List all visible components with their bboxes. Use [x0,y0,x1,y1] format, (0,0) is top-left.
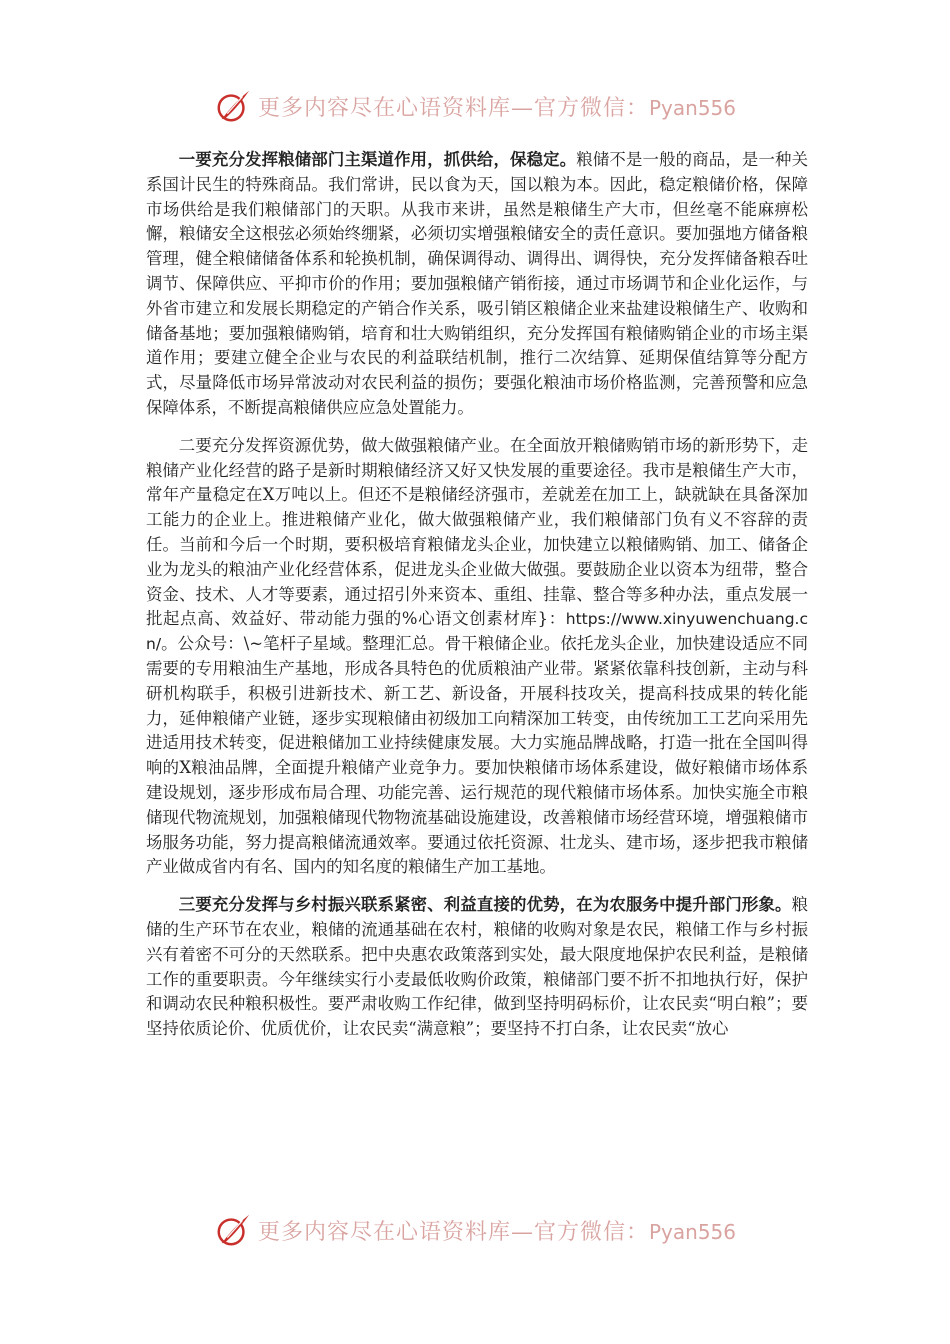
paragraph-2-link[interactable]: https://www.xinyuwenchuang.cn/ [146,610,808,654]
paragraph-2-body-after: 。公众号：\~笔杆子星域。整理汇总。骨干粮储企业。依托龙头企业，加快建设适应不同需要的专用粮油生产基地，形成各具特色的优质粮油产业带。紧紧依靠科技创新，主动与科研机构联手，积极引进新技术、新工艺、新设备，开展科技攻关，提高科技成果的转化能力，延伸粮储产业链，逐步实现粮储由初级加工向精深加工转变，由传统加工工艺向采用先进适用技术转变，促进粮储加工业持续健康发展。大力实施品牌战略，打造一批在全国叫得响的X粮油品牌，全面提升粮储产业竞争力。要加快粮储市场体系建设，做好粮储市场体系建设规划，逐步形成布局合理、功能完善、运行规范的现代粮储市场体系。加快实施全市粮储现代物流规划，加强粮储现代物物流基础设施建设，改善粮储市场经营环境，增强粮储市场服务功能，努力提高粮储流通效率。要通过依托资源、壮龙头、建市场，逐步把我市粮储产业做成省内有名、国内的知名度的粮储生产加工基地。 [146,634,808,877]
quill-logo-icon [214,87,252,125]
footer-banner-text: 更多内容尽在心语资料库—官方微信：Pyan556 [257,1219,737,1245]
paragraph-2 [146,434,808,880]
paragraph-2-body-before: 二要充分发挥资源优势，做大做强粮储产业。在全面放开粮储购销市场的新形势下，走粮储产业化经营的路子是新时期粮储经济又好又快发展的重要途径。我市是粮储生产大市，常年产量稳定在X万吨以上。但还不是粮储经济强市，差就差在加工上，缺就缺在具备深加工能力的企业上。推进粮储产业化，做大做强粮储产业，我们粮储部门负有义不容辞的责任。当前和今后一个时期，要积极培育粮储龙头企业，加快建立以粮储购销、加工、储备企业为龙头的粮油产业化经营体系，促进龙头企业做大做强。要鼓励企业以资本为纽带，整合资金、技术、人才等要素，通过招引外来资本、重组、挂靠、整合等多种办法，重点发展一批起点高、效益好、带动能力强的%心语文创素材库}： [146,435,808,629]
header-banner-text: 更多内容尽在心语资料库—官方微信：Pyan556 [257,95,737,121]
header-banner [0,84,950,128]
paragraph-1-lead: 一要充分发挥粮储部门主渠道作用，抓供给，保稳定。 [178,150,577,169]
paragraph-3-body: 粮储的生产环节在农业，粮储的流通基础在农村，粮储的收购对象是农民，粮储工作与乡村振兴有着密不可分的天然联系。把中央惠农政策落到实处，最大限度地保护农民利益，是粮储工作的重要职责。今年继续实行小麦最低收购价政策，粮储部门要不折不扣地执行好，保护和调动农民种粮积极性。要严肃收购工作纪律，做到坚持明码标价，让农民卖“明白粮”；要坚持依质论价、优质优价，让农民卖“满意粮”；要坚持不打白条，让农民卖“放心 [146,895,808,1039]
paragraph-3-lead: 三要充分发挥与乡村振兴联系紧密、利益直接的优势，在为农服务中提升部门形象。 [178,895,792,915]
footer-banner [0,1208,950,1252]
paragraph-1-body: 粮储不是一般的商品，是一种关系国计民生的特殊商品。我们常讲，民以食为天，国以粮为本。因此，稳定粮储价格，保障市场供给是我们粮储部门的天职。从我市来讲，虽然是粮储生产大市，但丝毫不能麻痹松懈，粮储安全这根弦必须始终绷紧，必须切实增强粮储安全的责任意识。要加强地方储备粮管理，健全粮储储备体系和轮换机制，确保调得动、调得出、调得快，充分发挥储备粮吞吐调节、保障供应、平抑市价的作用；要加强粮储产销衔接，通过市场调节和企业化运作，与外省市建立和发展长期稳定的产销合作关系，吸引销区粮储企业来盐建设粮储生产、收购和储备基地；要加强粮储购销，培育和壮大购销组织，充分发挥国有粮储购销企业的市场主渠道作用；要建立健全企业与农民的利益联结机制，推行二次结算、延期保值结算等分配方式，尽量降低市场异常波动对农民利益的损伤；要强化粮油市场价格监测，完善预警和应急保障体系，不断提高粮储供应应急处置能力。 [146,150,808,417]
quill-logo-icon [214,1211,252,1249]
footer-wechat-id: Pyan556 [649,1219,737,1244]
header-wechat-id: Pyan556 [649,95,737,120]
document-body [146,148,808,1055]
paragraph-1 [146,148,808,421]
paragraph-3 [146,893,808,1042]
